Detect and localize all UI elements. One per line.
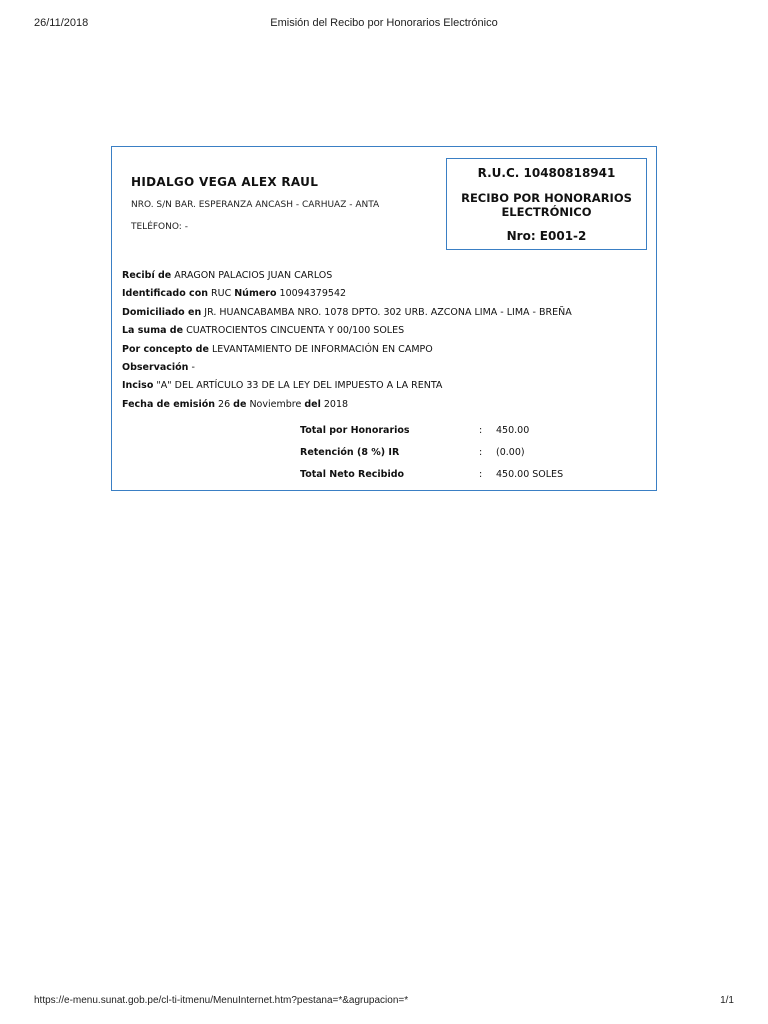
retention-value: (0.00) — [496, 447, 525, 458]
receipt-panel — [111, 146, 657, 491]
domiciled-label: Domiciliado en — [122, 306, 202, 318]
amount-value: CUATROCIENTOS CINCUENTA Y 00/100 SOLES — [186, 325, 405, 337]
amount-label: La suma de — [122, 325, 184, 337]
amount-row — [122, 322, 572, 340]
emission-day: 26 — [218, 398, 231, 410]
emission-month: Noviembre — [249, 398, 302, 410]
domiciled-row — [122, 304, 572, 322]
identified-label: Identificado con — [122, 288, 208, 300]
inciso-value: "A" DEL ARTÍCULO 33 DE LA LEY DEL IMPUESTO A LA RENTA — [156, 380, 443, 392]
net-total-label: Total Neto Recibido — [300, 469, 405, 480]
issuer-phone: TELÉFONO: - — [131, 222, 188, 232]
emission-year: 2018 — [323, 398, 349, 410]
issuer-name: HIDALGO VEGA ALEX RAUL — [131, 175, 319, 189]
identified-row — [122, 285, 572, 303]
retention-colon: : — [479, 447, 483, 458]
emission-date-row — [122, 396, 572, 414]
observation-value: - — [191, 362, 195, 374]
received-from-value: ARAGON PALACIOS JUAN CARLOS — [174, 270, 333, 281]
net-total-value: 450.00 SOLES — [496, 469, 564, 480]
observation-row — [122, 359, 572, 377]
inciso-row — [122, 377, 572, 395]
ruc-number: R.U.C. 10480818941 — [477, 166, 616, 180]
print-url: https://e-menu.sunat.gob.pe/cl-ti-itmenu/MenuInternet.htm?pestana=*&agrupacion=* — [34, 995, 409, 1006]
received-from-row — [122, 267, 572, 285]
net-total-colon: : — [479, 469, 483, 480]
print-title: Emisión del Recibo por Honorarios Electrónico — [270, 17, 498, 29]
concept-label: Por concepto de — [122, 343, 209, 355]
identified-number: 10094379542 — [279, 288, 347, 300]
total-fees-label: Total por Honorarios — [300, 425, 410, 436]
total-fees-value: 450.00 — [496, 425, 530, 436]
page-number: 1/1 — [720, 995, 734, 1006]
document-type: RECIBO POR HONORARIOS ELECTRÓNICO — [461, 191, 632, 219]
date-del-label: del — [304, 398, 321, 410]
identified-doc-type: RUC — [211, 288, 232, 300]
retention-label: Retención (8 %) IR — [300, 447, 400, 458]
document-number: Nro: E001-2 — [506, 229, 587, 243]
concept-value: LEVANTAMIENTO DE INFORMACIÓN EN CAMPO — [211, 343, 433, 355]
concept-row — [122, 341, 572, 359]
receipt-details — [122, 267, 572, 414]
issuer-address: NRO. S/N BAR. ESPERANZA ANCASH - CARHUAZ - ANTA — [131, 200, 380, 210]
domiciled-value: JR. HUANCABAMBA NRO. 1078 DPTO. 302 URB. AZCONA LIMA - LIMA - BREÑA — [204, 306, 572, 318]
inciso-label: Inciso — [122, 380, 154, 392]
emission-date-label: Fecha de emisión — [122, 398, 216, 410]
print-date: 26/11/2018 — [34, 17, 89, 29]
total-fees-colon: : — [479, 425, 483, 436]
observation-label: Observación — [122, 362, 189, 374]
received-from-label: Recibí de — [122, 270, 172, 281]
ruc-box — [446, 158, 647, 250]
identified-number-label: Número — [234, 288, 277, 300]
date-de-label: de — [233, 398, 247, 410]
